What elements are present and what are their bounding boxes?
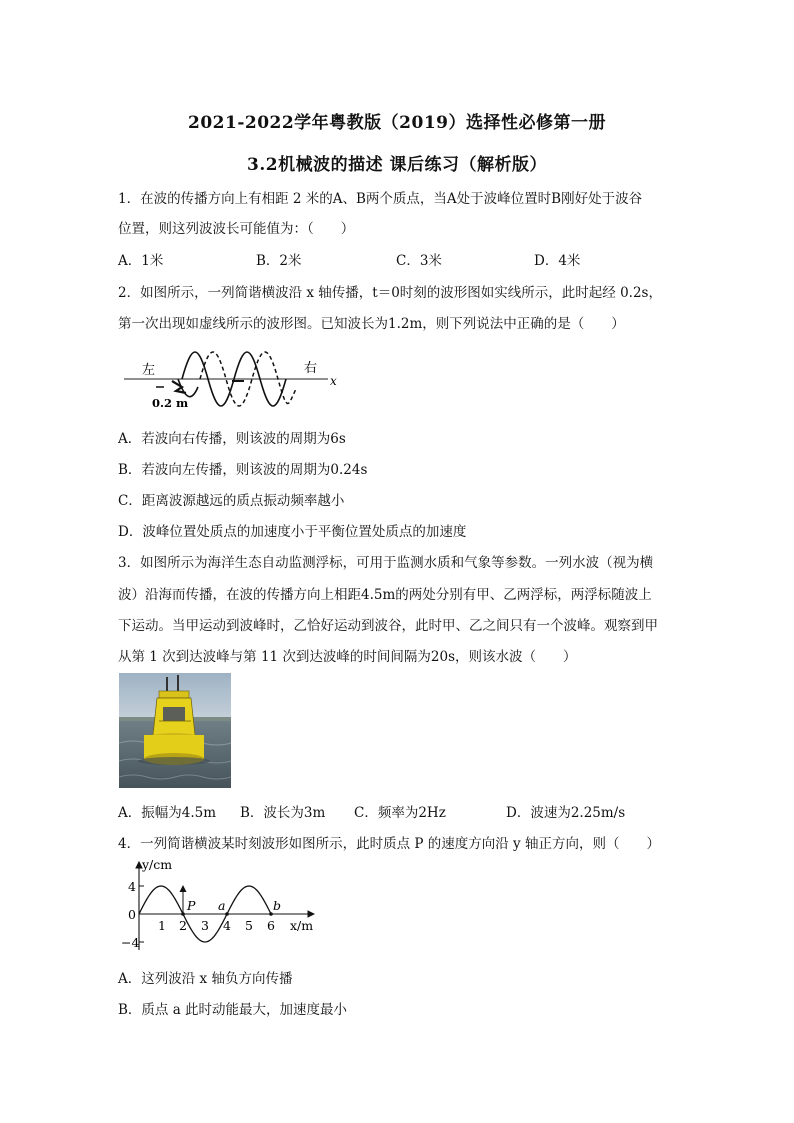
q4-option-a: A．这列波沿 x 轴负方向传播 bbox=[118, 971, 293, 987]
document-subtitle: 3.2机械波的描述 课后练习（解析版） bbox=[247, 155, 547, 175]
q1-stem-line1: 1．在波的传播方向上有相距 2 米的A、B两个质点，当A处于波峰位置时B刚好处于波谷 bbox=[118, 191, 643, 207]
q3-option-b: B．波长为3m bbox=[240, 805, 326, 821]
q3-option-a: A．振幅为4.5m bbox=[118, 805, 217, 821]
q4-label-p: P bbox=[187, 898, 196, 913]
q4-xtick-3: 3 bbox=[201, 918, 209, 933]
q4-ytick-label-neg4: −4 bbox=[121, 935, 140, 950]
q1-option-b: B．2米 bbox=[256, 253, 302, 269]
q4-ytick-label-4: 4 bbox=[128, 879, 136, 894]
q4-y-axis-label: y/cm bbox=[142, 857, 173, 872]
q1-stem-line2: 位置，则这列波波长可能值为：（ ） bbox=[118, 221, 355, 237]
q3-option-c: C．频率为2Hz bbox=[354, 805, 446, 821]
q2-left-label: 左 bbox=[142, 363, 156, 378]
q4-xtick-4: 4 bbox=[223, 918, 231, 933]
q1-option-a: A．1米 bbox=[118, 253, 164, 269]
q1-option-d: D．4米 bbox=[534, 253, 581, 269]
q4-stem-line1: 4．一列简谐横波某时刻波形如图所示，此时质点 P 的速度方向沿 y 轴正方向，则（ ） bbox=[118, 836, 660, 852]
q3-stem-line3: 下运动。当甲运动到波峰时，乙恰好运动到波谷，此时甲、乙之间只有一个波峰。观察到甲 bbox=[118, 618, 658, 634]
buoy-photo bbox=[119, 673, 231, 788]
document-title: 2021-2022学年粤教版（2019）选择性必修第一册 bbox=[188, 113, 606, 133]
q4-label-a: a bbox=[218, 898, 226, 913]
q4-xtick-2: 2 bbox=[179, 918, 187, 933]
q2-option-d: D．波峰位置处质点的加速度小于平衡位置处质点的加速度 bbox=[118, 524, 467, 540]
q4-xtick-1: 1 bbox=[158, 918, 166, 933]
q4-ytick-label-0: 0 bbox=[128, 907, 136, 922]
q2-x-label: x bbox=[330, 374, 337, 388]
q4-label-b: b bbox=[273, 898, 282, 913]
q3-stem-line2: 波）沿海而传播，在波的传播方向上相距4.5m的两处分别有甲、乙两浮标，两浮标随波上 bbox=[118, 587, 652, 603]
q1-option-c: C．3米 bbox=[396, 253, 442, 269]
q4-point-p bbox=[181, 912, 185, 916]
q2-option-c: C．距离波源越远的质点振动频率越小 bbox=[118, 493, 345, 509]
q2-right-label: 右 bbox=[304, 361, 318, 376]
q3-stem-line1: 3．如图所示为海洋生态自动监测浮标，可用于监测水质和气象等参数。一列水波（视为横 bbox=[118, 555, 654, 571]
q2-stem-line1: 2．如图所示，一列简谐横波沿 x 轴传播，t＝0时刻的波形图如实线所示，此时起经 0.2s， bbox=[118, 285, 662, 301]
q4-option-b: B．质点 a 此时动能最大，加速度最小 bbox=[118, 1002, 348, 1018]
q2-option-a: A．若波向右传播，则该波的周期为6s bbox=[118, 431, 346, 447]
q4-point-a bbox=[225, 912, 229, 916]
q2-distance-label: 0.2 m bbox=[152, 396, 189, 410]
q4-xtick-6: 6 bbox=[267, 918, 275, 933]
q4-xtick-5: 5 bbox=[245, 918, 253, 933]
buoy-illustration bbox=[119, 673, 231, 788]
q4-wave-graph bbox=[118, 856, 328, 956]
q4-x-axis-label: x/m bbox=[290, 918, 314, 933]
q3-option-d: D．波速为2.25m/s bbox=[506, 805, 626, 821]
q2-option-b: B．若波向左传播，则该波的周期为0.24s bbox=[118, 462, 368, 478]
q2-wave-figure bbox=[120, 345, 350, 415]
q2-stem-line2: 第一次出现如虚线所示的波形图。已知波长为1.2m，则下列说法中正确的是（ ） bbox=[118, 316, 625, 332]
q3-stem-line4: 从第 1 次到达波峰与第 11 次到达波峰的时间间隔为20s，则该水波（ ） bbox=[118, 649, 577, 665]
